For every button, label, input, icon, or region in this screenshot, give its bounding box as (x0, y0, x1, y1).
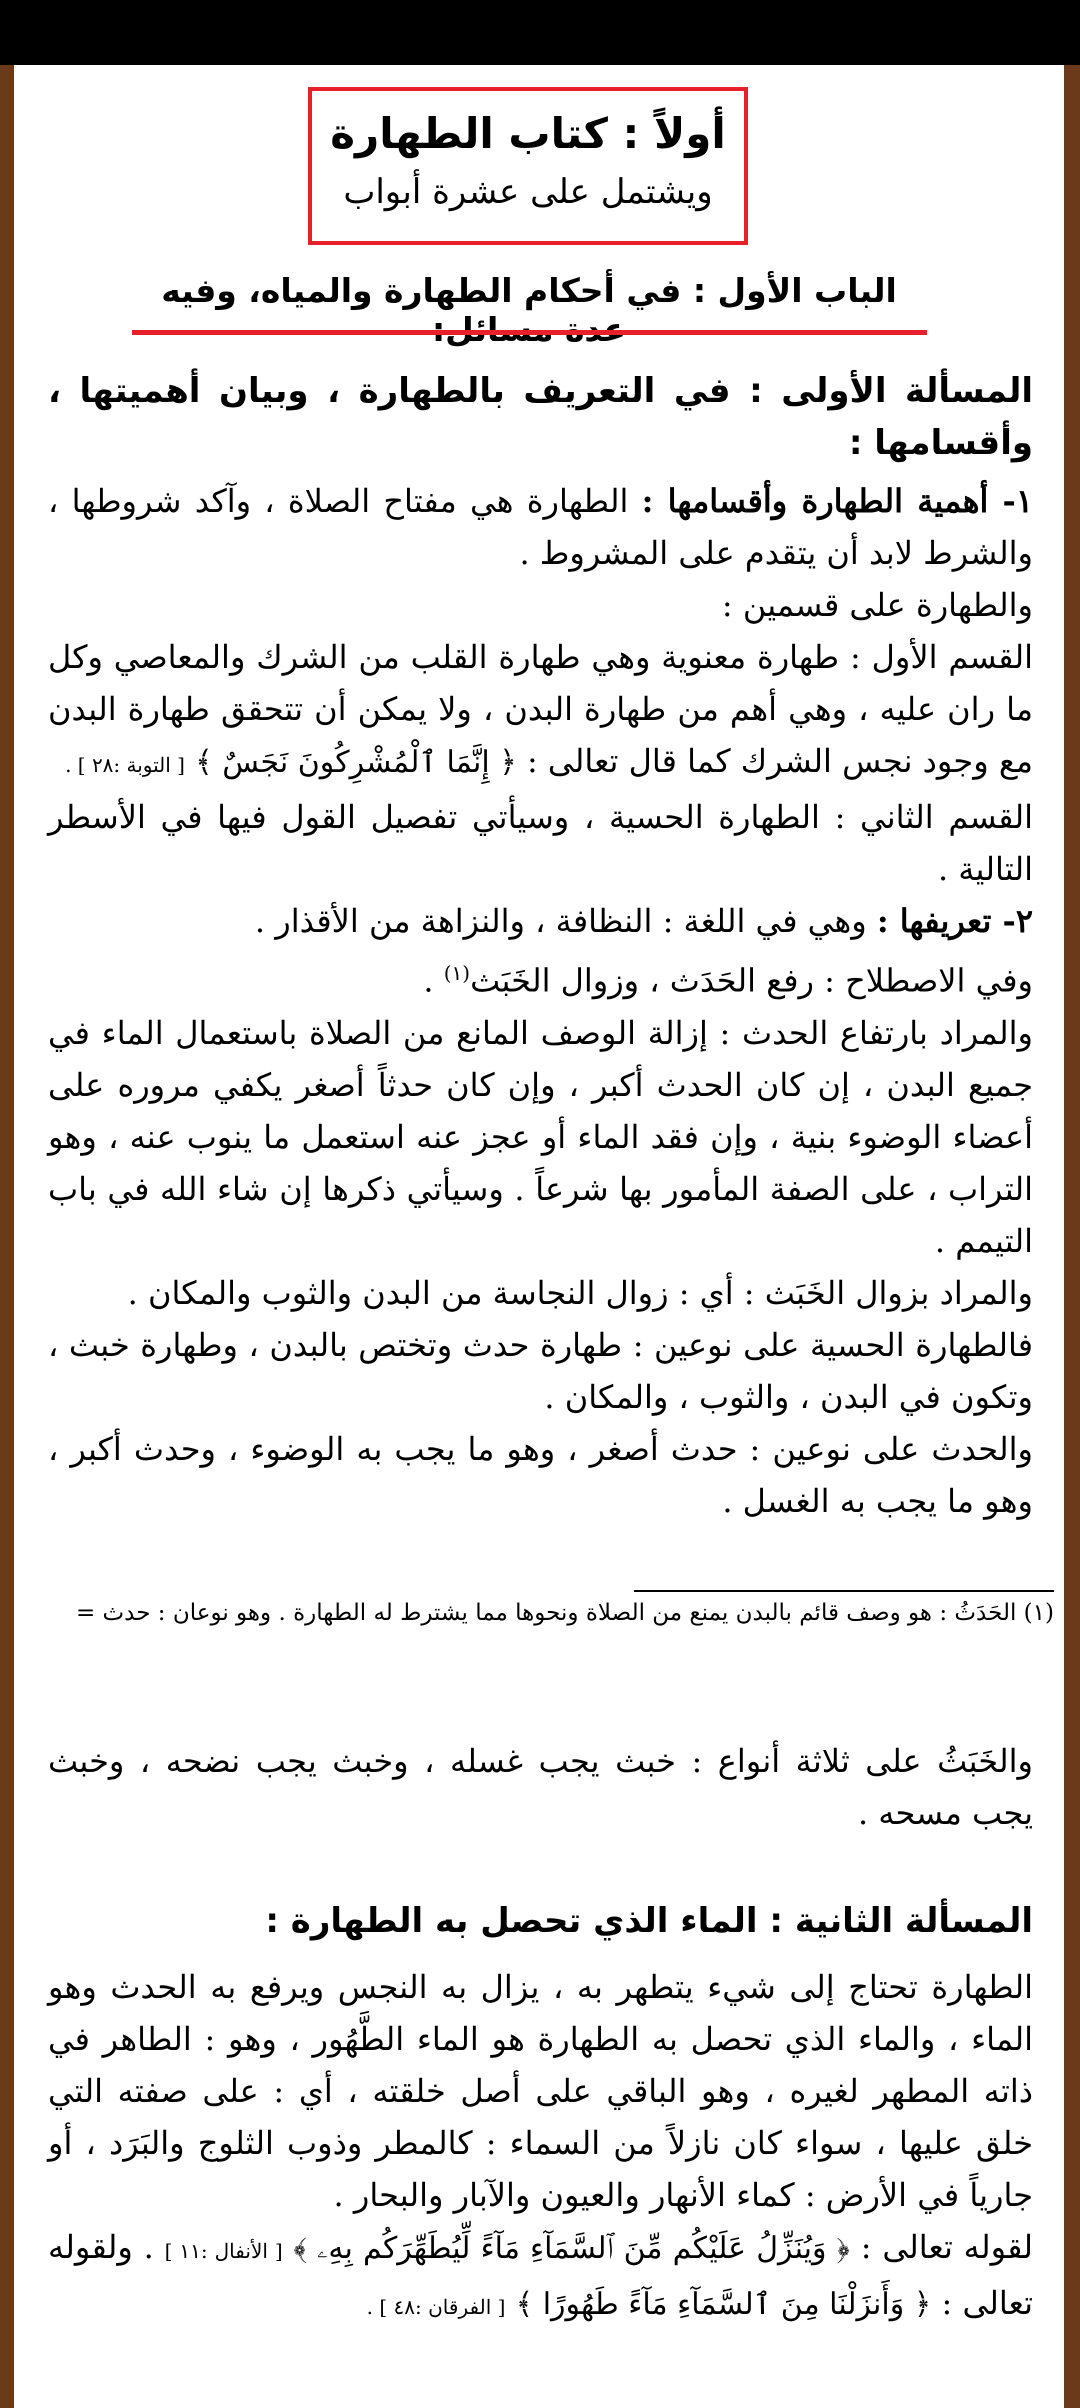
paragraph: القسم الأول : طهارة معنوية وهي طهارة القلب من الشرك والمعاصي وكل ما ران عليه ، وهي أهم من طهارة البدن ، ولا يمكن أن تتحقق طهارة البدن مع وجود نجس الشرك كما قال تعالى : ﴿ إِنَّمَا ٱلْمُشْرِكُونَ نَجَسٌ ﴾ [ التوبة :٢٨ ] . (48, 638, 1034, 780)
paragraph: والمراد بزوال الخَبَث : أي : زوال النجاسة من البدن والثوب والمكان . (127, 1273, 1033, 1312)
footnote-marker: (١) (443, 961, 471, 985)
issue2-heading: المسألة الثانية : الماء الذي تحصل به الطهارة : (265, 1901, 1033, 1941)
verse-reference: [ الأنفال :١١ ] (164, 2239, 283, 2263)
verse-reference: [ التوبة :٢٨ ] . (65, 753, 185, 777)
continuation-section (48, 1735, 1033, 1839)
verse-reference: [ الفرقان :٤٨ ] . (366, 2295, 506, 2319)
issue2-section (48, 1895, 1033, 2333)
paragraph: والخَبَثُ على ثلاثة أنواع : خبث يجب غسله ، وخبث يجب نضحه ، وخبث يجب مسحه . (48, 1742, 1033, 1832)
paragraph: وفي الاصطلاح : رفع الحَدَث ، وزوال الخَبَث$^{(١)}$ . (423, 961, 1033, 1000)
book-page (14, 65, 1064, 2408)
status-bar (0, 0, 1080, 65)
paragraph: فالطهارة الحسية على نوعين : طهارة حدث وتختص بالبدن ، وطهارة خبث ، وتكون في البدن ، والثوب ، والمكان . (48, 1325, 1033, 1416)
footnote: (١) الحَدَثُ : هو وصف قائم بالبدن يمنع من الصلاة ونحوها مما يشترط له الطهارة . وهو نوعان : حدث = (75, 1600, 1054, 1626)
importance-label: ١- أهمية الطهارة وأقسامها : (641, 482, 1034, 520)
quran-verse: ﴿ وَيُنَزِّلُ عَلَيْكُم مِّنَ ٱلسَّمَآءِ مَآءً لِّيُطَهِّرَكُم بِهِۦ ﴾ (293, 2231, 850, 2266)
book-title: أولاً : كتاب الطهارة (330, 109, 726, 158)
book-subtitle: ويشتمل على عشرة أبواب (343, 172, 713, 212)
paragraph: لقوله تعالى : ﴿ وَيُنَزِّلُ عَلَيْكُم مِّنَ ٱلسَّمَآءِ مَآءً لِّيُطَهِّرَكُم بِهِۦ ﴾ [ الأنفال :١١ ] . ولقوله تعالى : ﴿ وَأَنزَلْنَا مِنَ ٱلسَّمَآءِ مَآءً طَهُورًا ﴾ [ الفرقان :٤٨ ] . (48, 2228, 1034, 2322)
paragraph: والمراد بارتفاع الحدث : إزالة الوصف المانع من الصلاة باستعمال الماء في جميع البدن ، إن كان الحدث أكبر ، وإن كان حدثاً أصغر يكفي مروره على أعضاء الوضوء بنية ، وإن فقد الماء أو عجز عنه استعمل ما ينوب عنه ، وهو التراب ، على الصفة المأمور بها شرعاً . وسيأتي ذكرها إن شاء الله في باب التيمم . (48, 1013, 1033, 1260)
quran-verse: ﴿ إِنَّمَا ٱلْمُشْرِكُونَ نَجَسٌ ﴾ (195, 745, 517, 780)
book-title-box (308, 87, 748, 245)
quran-verse: ﴿ وَأَنزَلْنَا مِنَ ٱلسَّمَآءِ مَآءً طَهُورًا ﴾ (515, 2287, 932, 2322)
chapter-underline (132, 330, 927, 335)
chapter-heading: الباب الأول : في أحكام الطهارة والمياه، وفيه (161, 271, 897, 310)
paragraph: والطهارة على قسمين : (721, 586, 1033, 624)
paragraph: ٢- تعريفها : وهي في اللغة : النظافة ، والنزاهة من الأقذار . (254, 902, 1033, 940)
definition-label: ٢- تعريفها : (876, 902, 1033, 940)
paragraph: القسم الثاني : الطهارة الحسية ، وسيأتي تفصيل القول فيها في الأسطر التالية . (48, 798, 1033, 888)
footnote-separator (634, 1590, 1054, 1592)
paragraph: الطهارة تحتاج إلى شيء يتطهر به ، يزال به النجس ويرفع به الحدث وهو الماء ، والماء الذي تحصل به الطهارة هو الماء الطَّهُور ، وهو : الطاهر في ذاته المطهر لغيره ، وهو الباقي على أصل خلقته ، أي : على صفته التي خلق عليها ، سواء كان نازلاً من السماء : كالمطر وذوب الثلوج والبَرَد ، أو جارياً في الأرض : كماء الأنهار والعيون والآبار والبحار . (48, 1968, 1034, 2214)
issue1-section (48, 365, 1033, 1527)
paragraph: والحدث على نوعين : حدث أصغر ، وهو ما يجب به الوضوء ، وحدث أكبر ، وهو ما يجب به الغسل . (48, 1429, 1033, 1520)
paragraph: ١- أهمية الطهارة وأقسامها : الطهارة هي مفتاح الصلاة ، وآكد شروطها ، والشرط لابد أن يتقدم على المشروط . (48, 482, 1034, 572)
issue1-heading: المسألة الأولى : في التعريف بالطهارة ، وبيان أهميتها ، وأقسامها : (48, 371, 1033, 463)
